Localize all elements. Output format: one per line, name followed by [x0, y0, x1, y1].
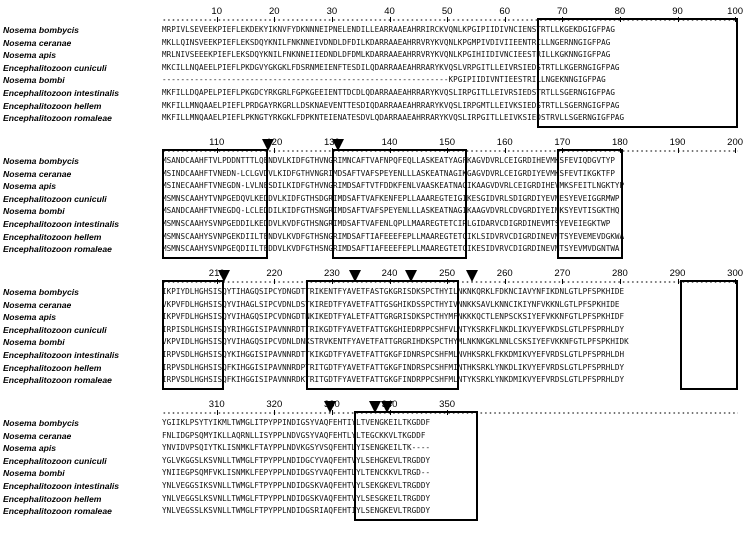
ruler-number: 130	[323, 137, 340, 148]
species-name: Nosema bombycis	[3, 418, 79, 428]
ruler-number: 330	[323, 399, 340, 410]
sequence-row: MRPIVLSEVEEKPIEFLEKDEKYIKNVFYDKNNNEIPNELENDILLEARRAAEAHRRIRCKVQNLKPGIPIIDIVNCIENSTRTLLKGEKDGIGFPAG	[162, 25, 615, 34]
species-name: Nosema ceranae	[3, 299, 72, 310]
site-marker-triangle	[466, 270, 478, 282]
species-name: Encephalitozoon cuniculi	[3, 193, 107, 204]
sequence-row: YNLVEGGSLKSVNLLTWMGLFTPYPPLNDIDGSKVAQFEHTVYLSESGKEILTRGDDY	[162, 493, 431, 503]
sequence-row: --------------------------------------------------------------KPGIPIIDIVNTIEESTRILLNGEKNNGIGFPAG	[162, 75, 606, 85]
ruler-number: 120	[266, 137, 283, 148]
species-name: Nosema apis	[3, 181, 57, 192]
species-name: Encephalitozoon cuniculi	[3, 324, 107, 335]
sequence-row: IRPISDLHGHSISQYRIHGGISIPAVNNRDTTRIKGDTFYAVETFATTGKGHIEDRPPCSHFVLNTYKSRKFLNKDLIKVYEFVKDSLGTLPFSPRHLDY	[162, 324, 625, 334]
species-name: Encephalitozoon cuniculi	[3, 62, 107, 73]
ruler-tick	[274, 148, 275, 153]
ruler-tick	[217, 410, 218, 415]
sequence-row: MSINECAAHFTVNEGDN-LVLNESDILKIDFGTHVNGRIMDSAFTVTFDDKFENLVAASKEATNAGIKAAGVDVRLCEIGRDIHEVMKSFEITLNGKTYP	[162, 181, 625, 191]
ruler-tick	[217, 17, 218, 22]
site-marker-triangle	[218, 270, 230, 282]
species-name: Nosema bombi	[3, 206, 65, 217]
species-name: Encephalitozoon romaleae	[3, 113, 112, 124]
ruler-number: 90	[672, 6, 683, 17]
species-name: Nosema bombi	[3, 75, 65, 86]
sequence-row: YGIIKLPSYTYIKMLTWMGLITPYPPINDIGSYVAQFEHTIYLTVENGKEILTKGDDF	[162, 418, 431, 427]
ruler-number: 60	[499, 6, 511, 17]
species-name: Encephalitozoon cuniculi	[3, 455, 107, 466]
species-name: Nosema bombycis	[3, 287, 79, 297]
ruler-tick	[274, 279, 275, 284]
ruler-number: 310	[208, 399, 225, 410]
conserved-region-box	[162, 280, 224, 390]
ruler-number: 40	[384, 6, 395, 17]
species-name: Encephalitozoon hellem	[3, 100, 102, 111]
ruler-number: 230	[323, 268, 340, 279]
species-name: Encephalitozoon romaleae	[3, 375, 112, 386]
ruler-number: 300	[727, 268, 743, 279]
sequence-row: VKPVIDLHGHSISQYVIHAGQSIPCVDNLDNKSTRVKENTFYAVETFATTGRGRIHDKSPCTHYMLNKNKGKLNNLCSKSIYEFVKKNFGTLPFSPKHIDK	[162, 337, 629, 347]
species-name-list	[3, 417, 119, 518]
species-name: Encephalitozoon hellem	[3, 362, 102, 373]
sequence-row: MRLNIVSEEEKPIEFLEKSDQYKNILFNKNNEIIEDNDLDFDMLKDARRAAEAHRRVRYKVQNLKPGIHIIDIVNCIEESTRILLKGKNNGIGFPAG	[162, 50, 611, 60]
ruler-tick	[678, 279, 679, 284]
sequence-row: IRPVSDLHGHSISQFKIHGGISIPAVNNRDPTRITGDTFYAVETFATTGKGFINDRSPCSHFMINTHKSRKLYNKDLIKVYEFVRDSLGTLPFSPRHLDY	[162, 362, 625, 372]
ruler-tick	[390, 17, 391, 22]
species-name: Encephalitozoon romaleae	[3, 506, 112, 517]
site-marker-triangle	[262, 139, 274, 151]
ruler-tick	[505, 148, 506, 153]
ruler-tick	[562, 279, 563, 284]
species-name: Nosema ceranae	[3, 168, 72, 179]
ruler-number: 10	[211, 6, 223, 17]
ruler-number: 280	[611, 268, 628, 279]
species-name: Nosema bombycis	[3, 25, 79, 35]
species-name: Nosema bombycis	[3, 156, 79, 166]
ruler-number: 200	[727, 137, 743, 148]
site-marker-triangle	[349, 270, 361, 282]
ruler-tick	[505, 279, 506, 284]
species-name: Encephalitozoon hellem	[3, 231, 102, 242]
species-name: Encephalitozoon intestinalis	[3, 87, 120, 98]
sequence-row: VKPVFDLHGHSISQYVIHAGLSIPCVDNLDSTKIREDTFYAVETFATTGSGHIKDSSPCTHYIVNNKKSAVLKNNCIKIYNFVKKNLGTLPFSPKHIDE	[162, 299, 620, 309]
species-name-list	[3, 155, 119, 256]
ruler-number: 180	[611, 137, 628, 148]
ruler-tick	[332, 17, 333, 22]
sequence-row: MSANDCAAHFTVLPDDNTTTLQENDVLKIDFGTHVNGRIMNCAFTVAFNPQFEQLLASKEATYAGFKAGVDVRLCEIGRDIHEVMKSFEVIQDGVTYP	[162, 156, 615, 165]
ruler-number: 260	[496, 268, 513, 279]
ruler-number: 160	[496, 137, 513, 148]
sequence-row: YNLVEGGSIKSVNLLTWMGLFTPYPPLNDIDGSKVAQFEHTVYLSEKGKEVLTRGDDY	[162, 480, 431, 490]
conserved-region-box	[354, 411, 478, 521]
conserved-region-box	[162, 149, 268, 259]
ruler-tick	[274, 410, 275, 415]
site-marker-triangle	[324, 401, 336, 413]
sequence-row: MSANDCAAHFTVNEGDQ-LCLEDDILKIDFGTHSNGRIMDSAFTVAFSPEYENLLLASKEATNAGIKAAGVDVRLCDVGRDIYEIMKSYEVTISGKTHQ	[162, 206, 620, 216]
conserved-region-box	[306, 280, 459, 390]
site-marker-triangle	[332, 139, 344, 151]
species-name: Nosema ceranae	[3, 430, 72, 441]
ruler-tick	[620, 279, 621, 284]
sequence-row: FNLIDGPSQMYIKLLAQRNLLISYPPLNDVGSYVAQFEHTLYLTEGCKKVLTKGDDF	[162, 430, 426, 440]
sequence-row: YNVIDVPSQIYTKLISNMKLFTAYPPLNDVKGSYVSQFEHTLYISENGKEILTK----	[162, 443, 431, 453]
ruler-number: 220	[266, 268, 283, 279]
species-name: Encephalitozoon hellem	[3, 493, 102, 504]
ruler-number: 30	[326, 6, 338, 17]
sequence-row: IRPVSDLHGHSISQYKIHGGISIPAVNNRDTTKIKGDTFYAVETFATTGKGFIDNRSPCSHFMLNVHKSRKLFKKDMIKVYEFVRDSLGTLPFSPRHLDH	[162, 349, 625, 359]
sequence-row: MKFILLDQAPELPIEFLPKGDCYRKGRLFGPKGEEIENTTDCDLQDARRAAEAHRRARYKVQSLIRPGITLLEIVRSIEDSTRTLLSGERNGIGFPAG	[162, 87, 615, 97]
ruler-number: 70	[557, 6, 568, 17]
ruler-number: 350	[439, 399, 456, 410]
sequence-row: YNLVEGSSLKSVNLLTWMGLFTPYPPLNDIDGSRIAQFEHTIYLSENGKEVLTRGDDY	[162, 506, 431, 516]
species-name: Nosema apis	[3, 443, 57, 454]
ruler-tick	[735, 148, 736, 153]
sequence-row: MSMNSCAAHYSVNPGEDDILKEDDVLKVDFGTHSNGRIMDSAFTVAFENLQPLLMAAREGTETCIRLGIDARVCDIGRDINEVMTSYEVEIEGKTWP	[162, 218, 611, 228]
ruler-tick	[447, 17, 448, 22]
ruler-number: 210	[208, 268, 225, 279]
site-marker-triangle	[369, 401, 381, 413]
sequence-row: MSMNSCAAHYSVNPGEQDIILTEDDVLKVDFGTHSNGRIMDSAFTIAFEEEFEPLLMAAREGTETCIKESIDVRVCDIGRDINEVMTSYEVMVDGNTWA	[162, 244, 620, 254]
conserved-region-box	[332, 149, 467, 259]
sequence-row: MSMNSCAAHYTVNPGEDQVLKEDDVLKIDFGTHSDGRIMDSAFTVAFKENFEPLLAAAREGTEIGIKESGIDVRLSDIGRDIYEVMESYEVEIGGRMWP	[162, 193, 620, 203]
species-name: Nosema ceranae	[3, 37, 72, 48]
ruler-number: 250	[439, 268, 456, 279]
sequence-row: YNIIEGPSQMFVKLISNMKLFEPYPPLNDIDGSYVAQFEHTLYLTENCKKVLTRGD--	[162, 468, 431, 478]
conserved-region-box	[680, 280, 738, 390]
ruler-number: 110	[209, 137, 225, 148]
ruler-number: 190	[669, 137, 686, 148]
ruler-number: 290	[669, 268, 686, 279]
sequence-row: IKPVFDLHGHSISQYVIHAGQSIPCVDNGDTNKIKEDTFYALETFATTGRGRISDKSPCTHYMFNKKKQCTLENPSCKSIYEFVKKNFGTLPFSPKHIDF	[162, 312, 625, 322]
ruler-number: 20	[269, 6, 280, 17]
sequence-row: MSINDCAAHFTVNEDN-LCLGVDVLKIDFGTHVNGRIMDSAFTVAFSPEYENLLLASKEATNAGIKGAGVDVRLCEIGRDIYEVMKSFEVTIKGKTFP	[162, 168, 615, 178]
conserved-region-box	[537, 18, 738, 128]
ruler-number: 140	[381, 137, 398, 148]
ruler-number: 340	[381, 399, 398, 410]
species-name: Encephalitozoon romaleae	[3, 244, 112, 255]
ruler-number: 80	[614, 6, 626, 17]
site-marker-triangle	[381, 401, 393, 413]
species-name: Nosema apis	[3, 312, 57, 323]
species-name: Nosema bombi	[3, 468, 65, 479]
ruler-number: 320	[266, 399, 283, 410]
ruler-tick	[505, 17, 506, 22]
ruler-number: 50	[441, 6, 453, 17]
species-name: Encephalitozoon intestinalis	[3, 480, 120, 491]
sequence-row: MKLLQINSVEEKPIEFLEKSDQYKNILFNKNNEIVDNDLDFDILKDARRAAEAHRRVRYKVQNLKPGMPIVDIVIIEENTRILLNGERNNGIGFPAG	[162, 37, 611, 47]
species-name: Encephalitozoon intestinalis	[3, 218, 120, 229]
ruler-number: 170	[554, 137, 571, 148]
sequence-row: MKFILLMNQAAELPIEFLPKNGTYRKGKLFDPKNTEIENATESDVLQDARRAAEAHRRARYKVQSLIRPGITLLEIVKSIEDSTRVLLSGERNGIGFPAG	[162, 113, 625, 123]
species-name-list	[3, 286, 119, 387]
species-name-list	[3, 24, 119, 125]
sequence-row: MKFILLMNQAAELPIEFLPRDGAYRKGRLLDSKNAEVENTTESDIQDARRAAEAHRRARYKVQSLIRPGMTLLEIVKSIEDSTRTLLSGERNGIGFPAG	[162, 100, 620, 110]
sequence-row: MKCILLNQAEELPIEFLPKDGVYGKGKLFDSRNMEIENFTESDILQDARRAAEAHRRARYKVQSLVRPGITLLEIVRSIEDSTRTLLKGERNGIGFPAG	[162, 62, 620, 72]
species-name: Nosema bombi	[3, 337, 65, 348]
sequence-row: IRPVSDLHGHSISQFKIHGGISIPAVNNRDKTRITGDTFYAVETFATTGKGFINDRPPCSHFMLNTYKSRKLYNKDMIKVYEFVRDSLGTLPFSPRHLDY	[162, 375, 625, 385]
site-marker-triangle	[405, 270, 417, 282]
sequence-row: MSMNSCAAHYSVNPGEKDIILTENDVLKVDFGTHSNGRIMDSAFTIAFEEEFEPLLMAAREGTETCIKLSIDVRVCDIGRDINEVMTSYEVEMEVDGKWA	[162, 231, 625, 241]
ruler-number: 270	[554, 268, 571, 279]
ruler-tick	[678, 148, 679, 153]
sequence-row: YGLVKGGSLKSVNLLTWMGLFTPYPPLNDIDGCYVAQFEHTVYLSEHGKEVLTRGDDY	[162, 455, 431, 465]
species-name: Encephalitozoon intestinalis	[3, 349, 120, 360]
sequence-row: IKPIYDLHGHSISQYTIHAGQSIPCYDNGDTTRIKENTFYAVETFASTGKGRISDKSPCTHYILNKNKQRKLFDKNCIAVYNFIKDNLGTLPFSPKHIDE	[162, 287, 625, 296]
ruler-number: 100	[727, 6, 743, 17]
species-name: Nosema apis	[3, 50, 57, 61]
ruler-tick	[274, 17, 275, 22]
ruler-number: 150	[439, 137, 456, 148]
conserved-region-box	[557, 149, 623, 259]
ruler-number: 240	[381, 268, 398, 279]
